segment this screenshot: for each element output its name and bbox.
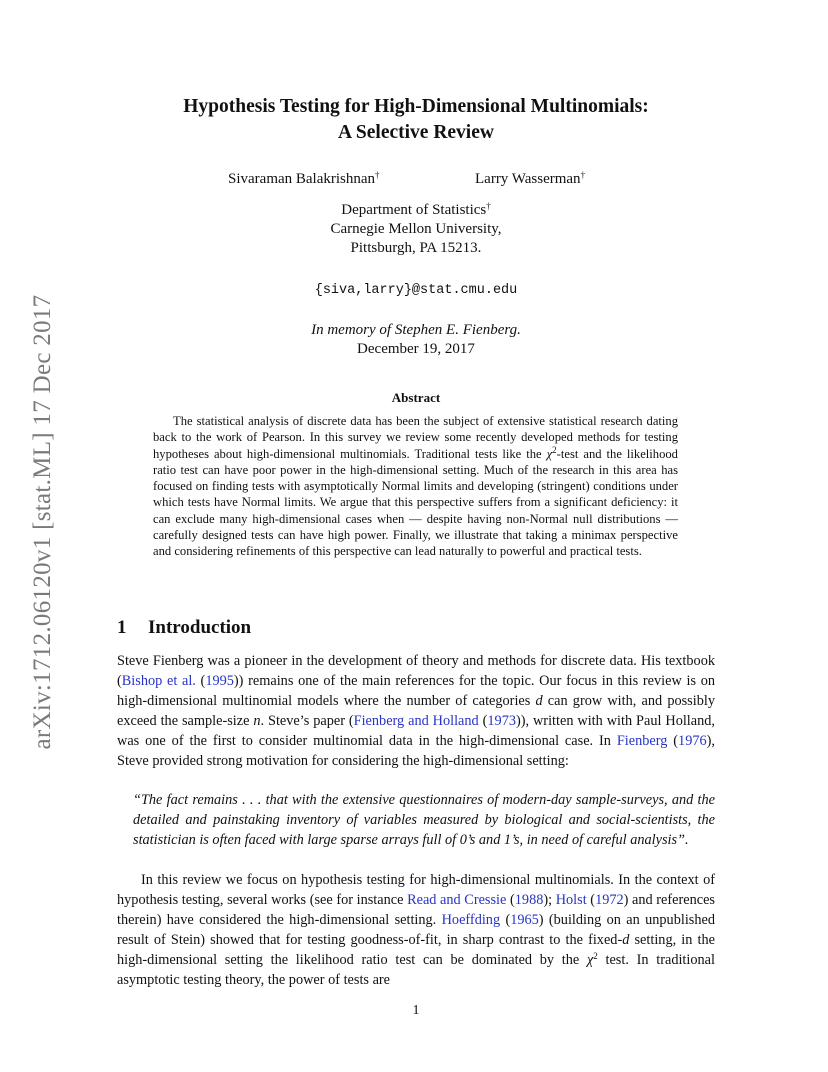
body-text: In this review we focus on hypothesis testing for high-dimensional multinomials. In the context of hypothesis testing, several works (see for instance [117, 872, 715, 908]
citation-link[interactable]: Fienberg and Holland [353, 713, 479, 729]
intro-text: can grow with, and possibly exceed the sample-size [117, 693, 715, 729]
author-email: {siva,larry}@stat.cmu.edu [314, 283, 518, 298]
abstract-text [153, 413, 678, 560]
citation-year-link[interactable]: 1988 [514, 892, 544, 908]
body-text: ); [543, 892, 556, 908]
math-d: d [535, 693, 543, 709]
body-text: test. In traditional asymptotic testing theory, the power of tests are [117, 952, 715, 988]
citation-link[interactable]: Hoeffding [441, 912, 501, 928]
intro-text: )) remains one of the main references for the topic. Our focus in this review is on high-dimensional multinomial models where the number of categories [117, 673, 715, 709]
intro-paragraph [117, 651, 715, 771]
affiliation-city: Pittsburgh, PA 15213. [350, 240, 482, 256]
dept-mark: † [486, 201, 491, 211]
author-list [117, 171, 715, 193]
citation-link[interactable]: Bishop et al. [121, 673, 196, 689]
abstract-part-2: -test and the likelihood ratio test can have poor power in the high-dimensional setting. Much of the research in this area has focused on finding tests with asymptotically Normal limits and developing (stringent) conditions under which tests have Normal limits. We argue that this perspective suffers from a significant deficiency: it can exclude many high-dimensional cases when — despite having non-Normal null distributions — carefully designed tests can have high power. Finally, we illustrate that taking a minimax perspective and considering refinements of this perspective can lead naturally to powerful and practical tests. [153, 446, 678, 559]
page-number: 1 [412, 1003, 420, 1018]
chi-symbol: χ [586, 952, 594, 968]
author-1 [228, 171, 380, 188]
arxiv-identifier: arXiv:1712.06120v1 [stat.ML] 17 Dec 2017 [29, 294, 56, 750]
citation-link[interactable]: Fienberg [616, 733, 668, 749]
citation-year-link[interactable]: 1976 [678, 733, 707, 749]
abstract-heading: Abstract [391, 390, 441, 405]
body-text: ( [506, 892, 515, 908]
author-1-name: Sivaraman Balakrishnan [228, 171, 376, 187]
author-2 [475, 171, 585, 188]
body-text: setting, in the high-dimensional setting the likelihood ratio test can be dominated by the [117, 932, 715, 968]
title-line-1: Hypothesis Testing for High-Dimensional Multinomials: [183, 96, 649, 117]
affiliation [117, 201, 715, 258]
title-block [117, 94, 715, 146]
math-d: d [622, 932, 630, 948]
intro-text: ( [667, 733, 679, 749]
body-text: ( [500, 912, 511, 928]
intro-text: ( [478, 713, 488, 729]
body-text: ( [586, 892, 596, 908]
chi-symbol: χ [546, 446, 553, 461]
section-number: 1 [117, 617, 127, 638]
body-paragraph [117, 870, 715, 990]
intro-text: ), Steve provided strong motivation for considering the high-dimensional setting: [117, 733, 715, 769]
title-line-2: A Selective Review [338, 122, 494, 143]
paper-title [117, 94, 715, 146]
paper-date: December 19, 2017 [357, 341, 475, 357]
affiliation-university: Carnegie Mellon University, [330, 221, 502, 237]
chi-exponent: 2 [552, 444, 557, 455]
citation-year-link[interactable]: 1965 [510, 912, 539, 928]
author-1-mark: † [375, 170, 380, 180]
chi-exponent: 2 [593, 951, 598, 961]
dept-name: Department of Statistics [341, 202, 487, 218]
citation-link[interactable]: Holst [555, 892, 587, 908]
author-2-name: Larry Wasserman [475, 171, 581, 187]
author-2-mark: † [580, 170, 586, 180]
section-title: Introduction [148, 617, 252, 638]
abstract [153, 413, 678, 560]
quote-text: “The fact remains . . . that with the extensive questionnaires of modern-day sample-surveys, and the detailed and painstaking inventory of variables measured by biological and social-scientists, the statistician is often faced with large sparse arrays full of 0’s and 1’s, in need of careful analysis”. [133, 792, 715, 848]
math-n: n [253, 713, 261, 729]
dedication [117, 321, 715, 359]
affiliation-dept [117, 201, 715, 220]
body-text: ) and references therein) have considered the high-dimensional setting. [117, 892, 715, 928]
block-quote [133, 790, 715, 850]
abstract-part-1: The statistical analysis of discrete data has been the subject of extensive statistical research dating back to the work of Pearson. In this survey we review some recently developed methods for testing hypotheses about high-dimensional multinomials. Traditional tests like the [153, 414, 678, 461]
citation-year-link[interactable]: 1995 [205, 673, 234, 689]
body-text: ) (building on an unpublished result of Stein) showed that for testing goodness-of-fit, in sharp contrast to the fixed- [117, 912, 715, 948]
memory-line: In memory of Stephen E. Fienberg. [311, 322, 521, 338]
citation-year-link[interactable]: 1973 [487, 713, 516, 729]
citation-year-link[interactable]: 1972 [595, 892, 624, 908]
section-heading [117, 617, 715, 639]
intro-text: ( [195, 673, 206, 689]
intro-text: )), written with with Paul Holland, was one of the first to consider multinomial data in the high-dimensional case. In [117, 713, 715, 749]
intro-text: Steve Fienberg was a pioneer in the development of theory and methods for discrete data. His textbook ( [117, 653, 715, 689]
intro-text: . Steve’s paper ( [260, 713, 354, 729]
citation-link[interactable]: Read and Cressie [407, 892, 507, 908]
